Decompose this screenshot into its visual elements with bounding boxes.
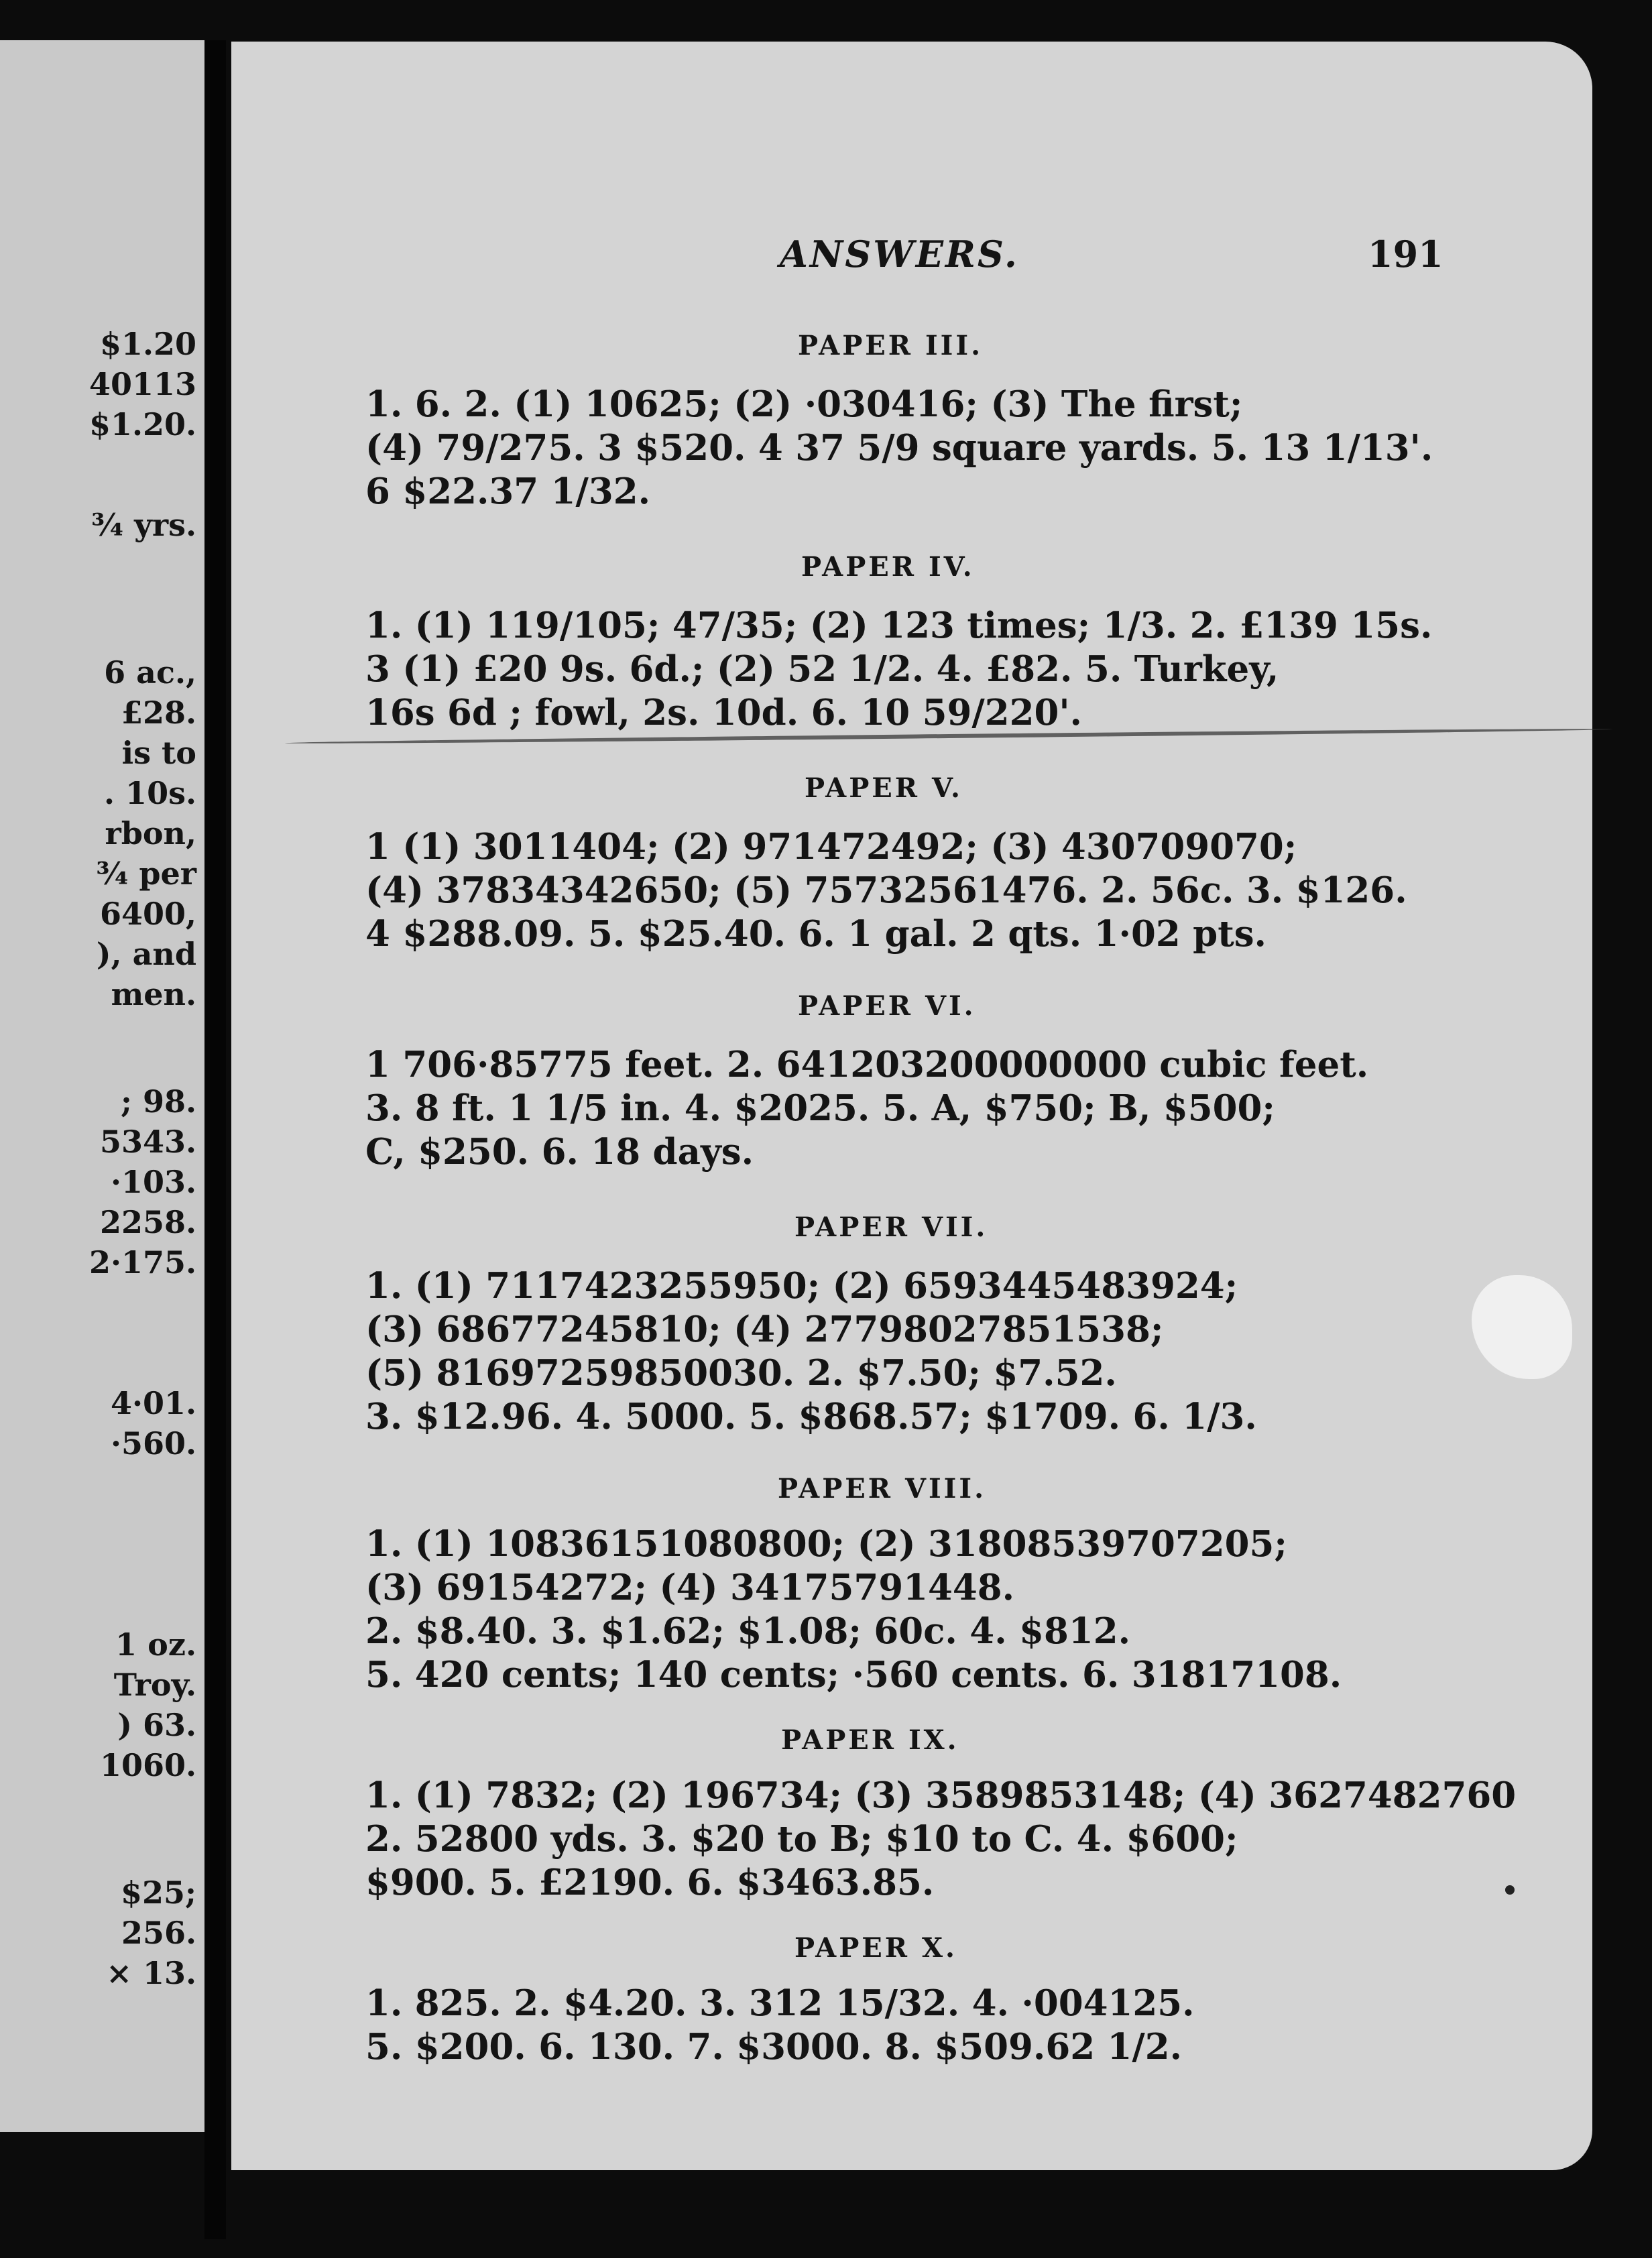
left-fragment: 256. — [121, 1915, 196, 1951]
left-fragment: men. — [111, 976, 196, 1012]
left-fragment: 4·01. — [110, 1385, 196, 1421]
paper-heading: PAPER IV. — [801, 551, 975, 583]
answer-line: 2. $8.40. 3. $1.62; $1.08; 60c. 4. $812. — [365, 1610, 1131, 1652]
left-page — [0, 40, 204, 2132]
left-fragment: 1060. — [99, 1747, 196, 1783]
left-fragment: $1.20 — [99, 326, 196, 362]
answer-line: (4) 37834342650; (5) 75732561476. 2. 56c. 3. $126. — [365, 870, 1407, 911]
left-fragment: 2·175. — [88, 1244, 196, 1281]
right-page — [231, 42, 1592, 2170]
paper-damage-blot — [1472, 1275, 1572, 1379]
left-fragment: × 13. — [106, 1955, 196, 1991]
answer-line: (3) 69154272; (4) 34175791448. — [365, 1567, 1015, 1608]
answer-line: 1. (1) 119/105; 47/35; (2) 123 times; 1/3. 2. £139 15s. — [365, 605, 1433, 646]
paper-heading: PAPER X. — [794, 1932, 957, 1964]
left-fragment: rbon, — [105, 815, 196, 851]
paper-heading: PAPER VI. — [798, 990, 976, 1022]
answer-line: (4) 79/275. 3 $520. 4 37 5/9 square yards. 5. 13 1/13'. — [365, 427, 1433, 469]
answer-line: 1. 825. 2. $4.20. 3. 312 15/32. 4. ·004125. — [365, 1982, 1195, 2024]
answer-line: 1. 6. 2. (1) 10625; (2) ·030416; (3) The first; — [365, 383, 1243, 425]
left-fragment: Troy. — [113, 1667, 196, 1703]
answer-line: 3. $12.96. 4. 5000. 5. $868.57; $1709. 6. 1/3. — [365, 1396, 1257, 1437]
answer-line: 1 (1) 3011404; (2) 971472492; (3) 430709070; — [365, 826, 1297, 868]
answer-line: (5) 81697259850030. 2. $7.50; $7.52. — [365, 1352, 1117, 1394]
left-fragment: . 10s. — [104, 775, 196, 811]
answer-line: 2. 52800 yds. 3. $20 to B; $10 to C. 4. $600; — [365, 1818, 1238, 1860]
left-fragment: ¾ per — [96, 855, 196, 892]
answer-line: 5. 420 cents; 140 cents; ·560 cents. 6. 31817108. — [365, 1654, 1342, 1696]
answer-line: 1. (1) 7832; (2) 196734; (3) 3589853148; (4) 3627482760 — [365, 1775, 1517, 1816]
answer-line: 16s 6d ; fowl, 2s. 10d. 6. 10 59/220'. — [365, 692, 1083, 733]
answer-line: 3 (1) £20 9s. 6d.; (2) 52 1/2. 4. £82. 5. Turkey, — [365, 648, 1279, 690]
left-fragment: 6400, — [99, 896, 196, 932]
left-fragment: $1.20. — [88, 406, 196, 442]
paper-heading: PAPER VIII. — [778, 1473, 987, 1504]
answer-line: 1. (1) 10836151080800; (2) 31808539707205; — [365, 1523, 1287, 1565]
left-fragment: ; 98. — [120, 1083, 196, 1120]
paper-heading: PAPER III. — [798, 330, 983, 361]
left-fragment: is to — [121, 735, 196, 771]
left-fragment: ) 63. — [117, 1707, 196, 1743]
left-fragment: ¾ yrs. — [91, 507, 196, 543]
left-fragment: ·103. — [110, 1164, 196, 1200]
paper-heading: PAPER V. — [805, 772, 963, 804]
page-number: 191 — [1368, 233, 1443, 276]
left-fragment: 5343. — [99, 1124, 196, 1160]
left-fragment: ·560. — [110, 1425, 196, 1462]
book-spine-gutter — [204, 40, 226, 2239]
answer-line: 3. 8 ft. 1 1/5 in. 4. $2025. 5. A, $750; B, $500; — [365, 1087, 1275, 1129]
answer-line: 1. (1) 7117423255950; (2) 6593445483924; — [365, 1265, 1238, 1307]
paper-heading: PAPER IX. — [781, 1724, 959, 1756]
ink-dot — [1505, 1885, 1515, 1895]
answer-line: $900. 5. £2190. 6. $3463.85. — [365, 1862, 935, 1903]
answer-line: (3) 68677245810; (4) 27798027851538; — [365, 1309, 1164, 1350]
paper-heading: PAPER VII. — [794, 1211, 988, 1243]
left-fragment: £28. — [121, 695, 196, 731]
running-header: ANSWERS. — [780, 233, 1019, 276]
answer-line: 4 $288.09. 5. $25.40. 6. 1 gal. 2 qts. 1·02 pts. — [365, 913, 1266, 955]
left-fragment: ), and — [96, 936, 196, 972]
answer-line: 6 $22.37 1/32. — [365, 471, 651, 512]
left-fragment: 2258. — [99, 1204, 196, 1240]
answer-line: C, $250. 6. 18 days. — [365, 1131, 754, 1173]
left-fragment: 6 ac., — [104, 654, 196, 691]
answer-line: 1 706·85775 feet. 2. 641203200000000 cubic feet. — [365, 1044, 1369, 1085]
left-fragment: 1 oz. — [115, 1626, 196, 1663]
answer-line: 5. $200. 6. 130. 7. $3000. 8. $509.62 1/2. — [365, 2026, 1183, 2068]
left-fragment: 40113 — [88, 366, 196, 402]
left-fragment: $25; — [120, 1875, 196, 1911]
